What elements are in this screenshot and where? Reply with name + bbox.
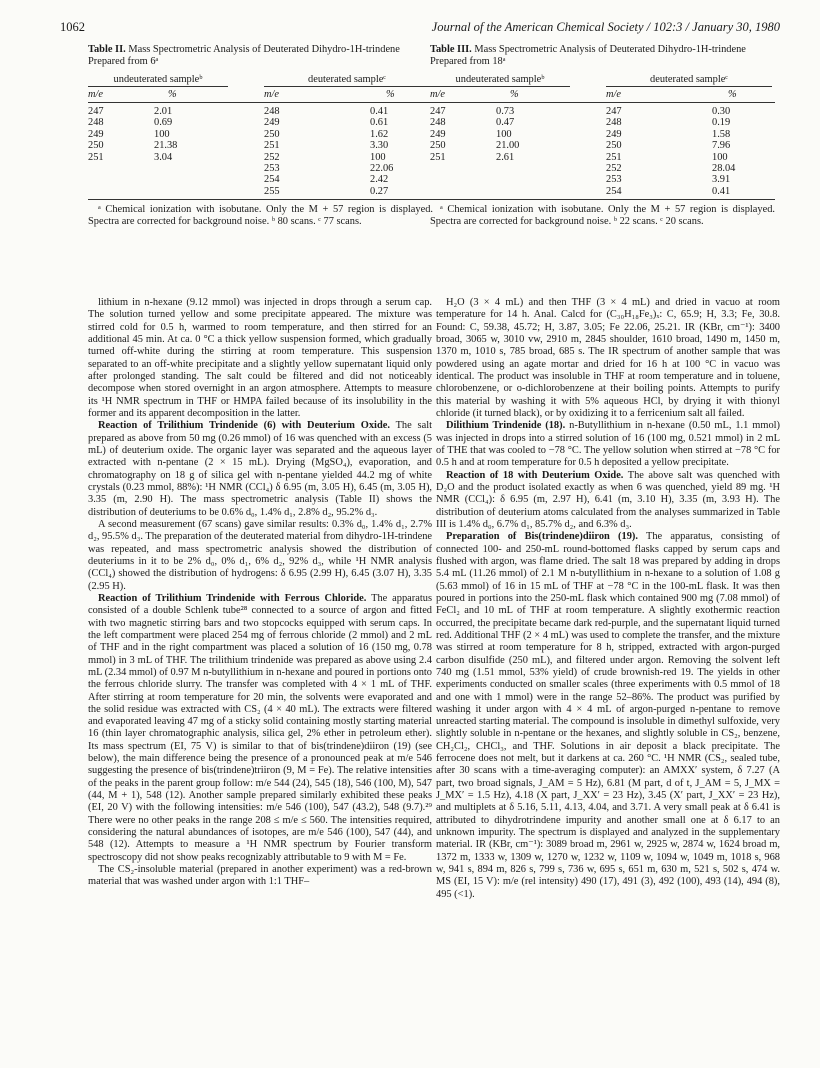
group-deuterated: deuterated sampleᶜ (264, 74, 430, 87)
paragraph-text: The CS₂-insoluble material (prepared in another experiment) was a red-brown material that was washed under argon with 1:1 THF– (88, 864, 432, 888)
table-row (430, 117, 775, 128)
table-iii (430, 44, 775, 228)
table-cell: 21.00 (496, 140, 520, 152)
table-cell: 250 (606, 140, 622, 152)
paragraph (436, 297, 780, 420)
paragraph-text: A second measurement (67 scans) gave similar results: 0.3% d₀, 1.4% d₁, 2.7% d₂, 95.5% d₃. The preparation of the deuterated material from dihydro-1H-trindene was repeated, and mass spectrometric analysis showed the distribution of deuteriums in it to be 2% d₀, 0% d₁, 6% d₂, 92% d₃, while ¹H NMR analysis (CCl₄) showed the distribution of hydrogens: δ 6.95 (2.99 H), 6.45 (3.07 H), 3.35 (2.95 H). (88, 518, 432, 592)
group-deuterated: deuterated sampleᶜ (606, 74, 772, 87)
table-ii (88, 44, 433, 228)
section-heading: Reaction of 18 with Deuterium Oxide. (446, 469, 624, 481)
table-row (430, 186, 775, 197)
table-row (88, 117, 433, 128)
table-row (88, 186, 433, 197)
table-cell: 100 (496, 128, 512, 140)
table-cell: 0.61 (370, 117, 389, 129)
table-cell: 2.61 (496, 151, 515, 163)
table-cell: 252 (606, 162, 622, 174)
table-cell: 255 (264, 185, 280, 197)
paragraph (88, 864, 432, 889)
table-cell: 3.91 (712, 174, 731, 186)
table-footnote: ᵃ Chemical ionization with isobutane. Only the M + 57 region is displayed. Spectra are corrected for background noise. ᵇ 80 scans. ᶜ 77 scans. (88, 204, 433, 228)
table-cell: 3.04 (154, 151, 173, 163)
table-column-header (430, 88, 775, 103)
body-column-right (436, 297, 780, 901)
table-cell: 100 (712, 151, 728, 163)
col-pct: % (386, 89, 395, 100)
table-cell: 0.41 (712, 185, 731, 197)
table-cell: 2.01 (154, 106, 173, 117)
journal-citation: Journal of the American Chemical Society / 102:3 / January 30, 1980 (431, 20, 780, 34)
table-row (88, 129, 433, 140)
table-cell: 251 (264, 140, 280, 152)
paragraph-text: H₂O (3 × 4 mL) and then THF (3 × 4 mL) and dried in vacuo at room temperature for 14 h. Anal. Calcd for (C₃₀H₁₈Fe₃)ₓ: C, 65.9; H, 3.3; Fe, 30.8. Found: C, 59.38, 45.72; H, 3.87, 3.05; Fe 22.06, 25.21. IR (KBr, cm⁻¹): 3400 broad, 3065 w, 3010 vw, 2910 m, 2845 shoulder, 1610 broad, 1490 m, 1450 m, 1370 m, 1010 s, 785 broad, 685 s. The IR spectrum of another sample that was powdered using an agate mortar and dried for 16 h at 100 °C in vacuo was identical. The product was insoluble in THF at room temperature and in toluene, chlorobenzene, or o-dichlorobenzene at their boiling points. Attempts to purify this material by washing it with 5% aqueous HCl, by drying it with thionyl chloride (it turned black), or by oxidizing it to a ferricenium salt all failed. (436, 297, 780, 419)
table-group-header (430, 74, 775, 88)
table-cell: 247 (606, 106, 622, 117)
table-cell: 100 (370, 151, 386, 163)
table-body (430, 103, 775, 200)
table-cell: 3.30 (370, 140, 389, 152)
table-cell: 248 (88, 117, 104, 129)
paragraph (88, 420, 432, 519)
table-cell: 254 (264, 174, 280, 186)
table-cell: 250 (430, 140, 446, 152)
table-cell: 22.06 (370, 162, 394, 174)
table-cell: 253 (606, 174, 622, 186)
paragraph-text: n-Butyllithium in n-hexane (0.50 mL, 1.1 mmol) was injected in drops into a stirred solution of 16 (100 mg, 0.521 mmol) in 2 mL of THE that was cooled to −78 °C. The yellow solution when stirred at −78 °C for 0.5 h and at room temperature for 0.5 h deposited a yellow precipitate. (436, 420, 780, 469)
page-header (60, 20, 780, 36)
table-cell: 250 (88, 140, 104, 152)
table-column-header (88, 88, 433, 103)
col-mz: m/e (264, 89, 280, 100)
table-cell: 248 (430, 117, 446, 129)
table-cell: 0.19 (712, 117, 731, 129)
table-title: Mass Spectrometric Analysis of Deuterated Dihydro-1H-trindene Prepared from 6ᵃ (88, 44, 400, 67)
table-cell: 0.30 (712, 106, 731, 117)
col-mz: m/e (430, 89, 446, 100)
table-row (88, 174, 433, 185)
table-cell: 249 (606, 128, 622, 140)
table-row (430, 129, 775, 140)
paragraph (436, 531, 780, 901)
paragraph-text: lithium in n-hexane (9.12 mmol) was injected in drops through a serum cap. The solution turned yellow and some precipitate appeared. The mixture was stirred cold for 0.5 h, warmed to room temperature, and then stirred for an additional 45 min. At ca. 0 °C a thick yellow suspension formed, which gradually turned off-white during the stirring at room temperature. This suspension separated to an off-white precipitate and a slightly yellow supernatant liquid only after prolonged standing. The salt could be filtered and did not noticeably decompose when stored overnight in an argon atmosphere. Attempts to measure its ¹H NMR spectrum in THF or HMPA failed because of its insolubility in the former and its apparent decomposition in the latter. (88, 297, 432, 419)
page-number: 1062 (60, 20, 85, 34)
table-cell: 247 (88, 106, 104, 117)
table-caption (88, 44, 433, 68)
table-cell: 249 (88, 128, 104, 140)
col-pct: % (510, 89, 519, 100)
paragraph (436, 420, 780, 469)
table-row (430, 106, 775, 117)
table-label: Table III. (430, 44, 472, 55)
table-cell: 0.69 (154, 117, 173, 129)
section-heading: Reaction of Trilithium Trindenide with Ferrous Chloride. (98, 592, 367, 604)
paragraph (88, 593, 432, 864)
paragraph-text: The apparatus, consisting of connected 100- and 250-mL round-bottomed flasks capped by serum caps and flushed with argon, was flame dried. The salt 18 was prepared by adding in drops 5.4 mL (11.26 mmol) of 2.1 M n-butyllithium in n-hexane to a solution of 1.08 g (5.63 mmol) of 16 in 15 mL of THF at −78 °C in the 100-mL flask. It was then poured in portions into the 250-mL flask which contained 900 mg (7.08 mmol) of FeCl₂ and 10 mL of THF at room temperature. A slightly exothermic reaction occurred, the precipitate became dark red-purple, and the supernatant liquid turned red. Additional THF (2 × 4 mL) was used to complete the transfer, and the mixture was stirred at room temperature for 8 h, stripped, extracted with argon-purged carbon disulfide (250 mL), and filtered under argon. Removing the solvent left 740 mg (1.51 mmol, 53% yield) of crude brownish-red 19. The yields in other experiments conducted on smaller scales (three experiments with 0.5 mmol of 18 and one with 1 mmol) were in the range 52–86%. The product was purified by washing it under argon with 4 × 4 mL of argon-purged n-pentane to remove unreacted starting material. The compound is insoluble in dimethyl sulfoxide, very slightly soluble in n-pentane or the hexanes, and slightly soluble in CS₂, benzene, CH₂Cl₂, CHCl₃, and THF. Solutions in air deposit a black precipitate. The ferrocene does not melt, but it darkens at ca. 260 °C. ¹H NMR (CS₂, sealed tube, after 30 scans with a time-averaging computer): an AMXX′ system, δ 7.27 (A part, two broad signals, J_AM = 5 Hz), 6.81 (M part, d of t, J_AM = 5, J_MX = J_MX′ = 1.5 Hz), 4.18 (X part, J_XX′ = 23 Hz), 3.45 (X′ part, J_XX′ = 23 Hz), and multiplets at δ 5.16, 5.11, 4.13, 4.04, and 3.71. A very small peak at δ 6.41 is attributed to dihydrotrindene impurity and another small one at δ 6.17 to an unknown impurity. The spectrum is displayed and analyzed in the supplementary material. IR (KBr, cm⁻¹): 3089 broad m, 2961 w, 2925 w, 2874 w, 1624 broad m, 1372 m, 1333 w, 1309 w, 1270 w, 1232 w, 1109 w, 1094 w, 1049 m, 1018 s, 968 w, 941 s, 894 m, 826 s, 799 s, 736 w, 695 s, 651 m, 630 m, 521 s, 502 s, 474 w. MS (EI, 15 V): m/e (rel intensity) 490 (17), 491 (3), 492 (100), 493 (14), 494 (8), 495 (<1). (436, 531, 780, 900)
col-pct: % (728, 89, 737, 100)
table-body (88, 103, 433, 200)
table-row (430, 163, 775, 174)
table-row (430, 174, 775, 185)
table-cell: 248 (264, 106, 280, 117)
table-row (430, 140, 775, 151)
body-column-left (88, 297, 432, 889)
table-cell: 0.27 (370, 185, 389, 197)
section-heading: Reaction of Trilithium Trindenide (6) with Deuterium Oxide. (98, 420, 390, 432)
col-mz: m/e (606, 89, 622, 100)
table-cell: 0.73 (496, 106, 515, 117)
table-cell: 248 (606, 117, 622, 129)
paragraph-text: The apparatus consisted of a double Schlenk tube²⁸ connected to a source of argon and fitted with two magnetic stirring bars and two stopcocks equipped with serum caps. In the left compartment were placed 254 mg of ferrous chloride (2 mmol) and 2 mL of THF and in the right compartment was placed a solution of 16 (150 mg, 0.78 mmol) in 3 mL of THF. The trilithium trindenide was prepared as above using 2.4 mL (2.34 mmol) of 0.97 M n-butyllithium in n-hexane and poured in portions onto the ferrous chloride slurry. The transfer was completed with 4 × 1 mL of THF. After stirring at room temperature for 20 min, the solvents were evaporated and the solid residue was extracted with CS₂ (4 × 40 mL). The extracts were filtered and evaporated leaving 47 mg of a sticky solid containing mostly starting material 16 (thin layer chromatographic analysis, silica gel, 2% ether in petroleum ether). Its mass spectrum (EI, 75 V) is similar to that of bis(trindene)diiron (19) (see below), the main difference being the presence of a pronounced peak at m/e 546 suggesting the presence of bis(trindene)triiron (9, M = Fe). The relative intensities of the peaks in the parent group follow: m/e 544 (24), 545 (18), 546 (100, M), 547 (44, M + 1), 548 (12). Another sample prepared similarly exhibited these peaks (EI, 20 V) with the following intensities: m/e 546 (100), 547 (43.2), 548 (9.7).²⁹ There were no other peaks in the range 208 ≤ m/e ≤ 560. The intensities required, considering the natural abundances of isotopes, are m/e 546 (100), 547 (44), and 548 (12). Attempts to measure a ¹H NMR spectrum by Fourier transform spectroscopy did not show peaks recognizably attributable to 9 with M = Fe. (88, 592, 432, 863)
table-row (88, 163, 433, 174)
paragraph-text: The above salt was quenched with D₂O and the product isolated exactly as when 6 was quenched, yield 89 mg. ¹H NMR (CCl₄): δ 6.95 (m, 2.97 H), 6.41 (m, 3.10 H), 3.35 (m, 3.93 H). The distribution of deuterium atoms calculated from the analyses summarized in Table III is 1.4% d₀, 6.7% d₁, 85.7% d₂, and 6.3% d₃. (436, 469, 780, 530)
table-cell: 251 (88, 151, 104, 163)
table-row (88, 140, 433, 151)
group-undeuterated: undeuterated sampleᵇ (88, 74, 228, 87)
table-cell: 0.47 (496, 117, 515, 129)
table-cell: 1.62 (370, 128, 389, 140)
table-label: Table II. (88, 44, 126, 55)
table-cell: 250 (264, 128, 280, 140)
table-group-header (88, 74, 433, 88)
table-cell: 253 (264, 162, 280, 174)
table-footnote: ᵃ Chemical ionization with isobutane. Only the M + 57 region is displayed. Spectra are corrected for background noise. ᵇ 22 scans. ᶜ 20 scans. (430, 204, 775, 228)
table-cell: 28.04 (712, 162, 736, 174)
group-undeuterated: undeuterated sampleᵇ (430, 74, 570, 87)
table-cell: 247 (430, 106, 446, 117)
table-caption (430, 44, 775, 68)
table-cell: 252 (264, 151, 280, 163)
table-cell: 0.41 (370, 106, 389, 117)
table-cell: 1.58 (712, 128, 731, 140)
table-cell: 254 (606, 185, 622, 197)
paragraph (88, 297, 432, 420)
table-row (88, 106, 433, 117)
table-cell: 21.38 (154, 140, 178, 152)
section-heading: Preparation of Bis(trindene)diiron (19). (446, 531, 638, 543)
table-cell: 2.42 (370, 174, 389, 186)
table-row (88, 152, 433, 163)
col-mz: m/e (88, 89, 104, 100)
paragraph (436, 470, 780, 532)
table-title: Mass Spectrometric Analysis of Deuterated Dihydro-1H-trindene Prepared from 18ᵃ (430, 44, 746, 67)
table-cell: 100 (154, 128, 170, 140)
paragraph (88, 519, 432, 593)
table-row (430, 152, 775, 163)
section-heading: Dilithium Trindenide (18). (446, 420, 566, 432)
table-cell: 7.96 (712, 140, 731, 152)
table-cell: 251 (606, 151, 622, 163)
table-cell: 249 (264, 117, 280, 129)
paragraph-text: The salt prepared as above from 50 mg (0.26 mmol) of 16 was quenched with an excess (5 mL) of deuterium oxide. The organic layer was separated and the aqueous layer extracted with n-pentane (2 × 15 mL). Drying (MgSO₄), evaporation, and chromatography on 18 g of silica gel with n-pentane yielded 44.2 mg of white crystals (0.23 mmol, 88%): ¹H NMR (CCl₄) δ 6.95 (m, 3.05 H), 6.45 (m, 3.05 H), 3.35 (m, 2.90 H). The mass spectrometric analysis (Table II) shows the distribution of deuteriums to be 0.6% d₀, 1.4% d₁, 2.8% d₂, 95.2% d₃. (88, 420, 432, 518)
col-pct: % (168, 89, 177, 100)
table-cell: 251 (430, 151, 446, 163)
table-cell: 249 (430, 128, 446, 140)
